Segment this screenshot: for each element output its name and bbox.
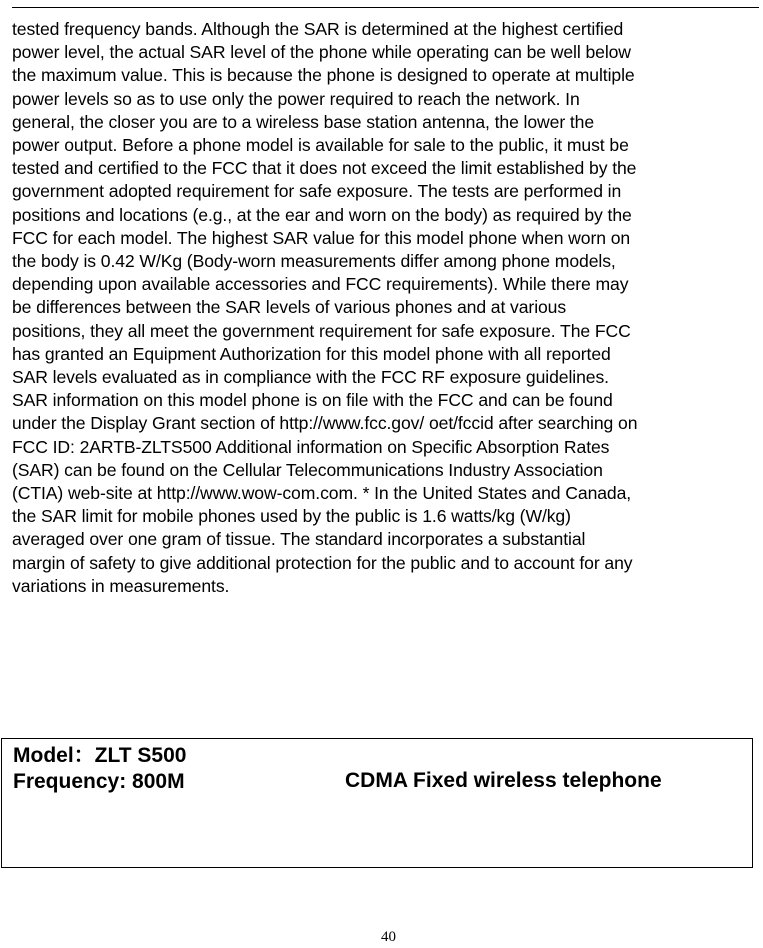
paragraph-line: the body is 0.42 W/Kg (Body-worn measurements differ among phone models,: [12, 251, 616, 272]
paragraph-line: positions and locations (e.g., at the ear and worn on the body) as required by the: [12, 204, 632, 225]
paragraph-line: has granted an Equipment Authorization for this model phone with all reported: [12, 343, 611, 364]
paragraph-line: SAR levels evaluated as in compliance with the FCC RF exposure guidelines.: [12, 367, 609, 388]
paragraph-line: government adopted requirement for safe exposure. The tests are performed in: [12, 181, 622, 202]
paragraph-line: averaged over one gram of tissue. The standard incorporates a substantial: [12, 529, 586, 550]
frequency-label: Frequency: 800M: [13, 770, 185, 793]
paragraph-line: power levels so as to use only the power required to reach the network. In: [12, 88, 580, 109]
paragraph-line: (CTIA) web-site at http://www.wow-com.com. * In the United States and Canada,: [12, 483, 632, 504]
model-label: Model：ZLT S500: [13, 744, 187, 767]
header-rule: [12, 7, 759, 8]
paragraph-line: tested frequency bands. Although the SAR is determined at the highest certified: [12, 19, 624, 39]
product-name-label: CDMA Fixed wireless telephone: [345, 769, 662, 792]
paragraph-line: FCC for each model. The highest SAR value for this model phone when worn on: [12, 227, 631, 248]
paragraph-line: the SAR limit for mobile phones used by the public is 1.6 watts/kg (W/kg): [12, 506, 571, 527]
paragraph-line: variations in measurements.: [12, 575, 230, 596]
paragraph-line: depending upon available accessories and FCC requirements). While there may: [12, 274, 629, 295]
paragraph-line: be differences between the SAR levels of various phones and at various: [12, 297, 567, 318]
paragraph-line: the maximum value. This is because the phone is designed to operate at multiple: [12, 65, 635, 86]
paragraph-line: general, the closer you are to a wireless base station antenna, the lower the: [12, 111, 595, 132]
paragraph-line: FCC ID: 2ARTB-ZLTS500 Additional information on Specific Absorption Rates: [12, 436, 610, 457]
paragraph-line: under the Display Grant section of http://www.fcc.gov/ oet/fccid after searching on: [12, 413, 638, 434]
paragraph-line: positions, they all meet the government requirement for safe exposure. The FCC: [12, 320, 631, 341]
product-label-box: [1, 738, 753, 868]
page-number: 40: [381, 929, 396, 945]
paragraph-line: power output. Before a phone model is available for sale to the public, it must be: [12, 135, 629, 156]
paragraph-line: SAR information on this model phone is on file with the FCC and can be found: [12, 390, 613, 411]
paragraph-line: power level, the actual SAR level of the phone while operating can be well below: [12, 42, 631, 63]
paragraph-line: tested and certified to the FCC that it does not exceed the limit established by the: [12, 158, 637, 179]
sar-information-paragraph: [12, 18, 763, 598]
paragraph-line: margin of safety to give additional protection for the public and to account for any: [12, 552, 633, 573]
paragraph-line: (SAR) can be found on the Cellular Telecommunications Industry Association: [12, 459, 603, 480]
